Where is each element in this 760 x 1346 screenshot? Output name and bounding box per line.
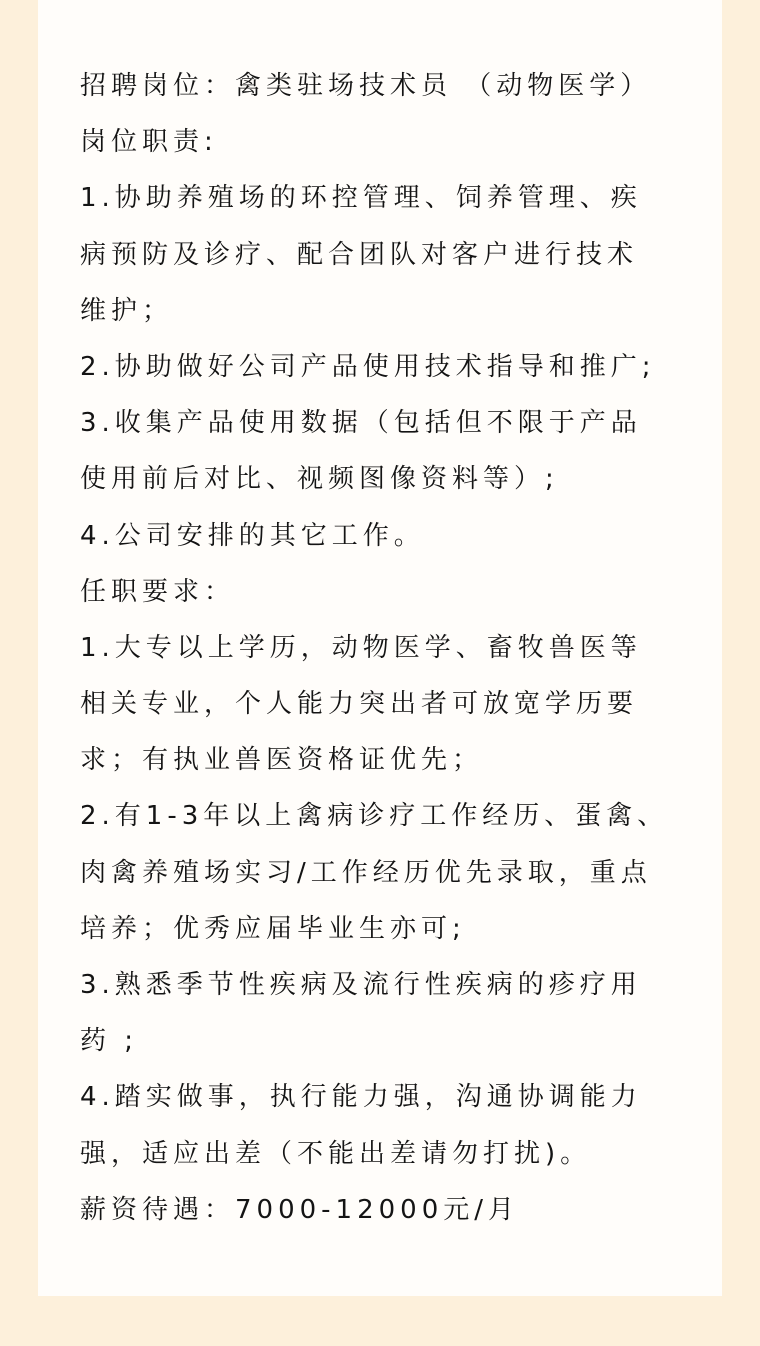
responsibility-4-line-1: 4.公司安排的其它工作。	[80, 520, 425, 551]
requirement-2-line-1: 2.有1-3年以上禽病诊疗工作经历、蛋禽、	[80, 801, 669, 832]
job-posting-text	[80, 58, 690, 1238]
responsibility-3-line-2: 使用前后对比、视频图像资料等）;	[80, 464, 559, 495]
responsibility-2-line-1: 2.协助做好公司产品使用技术指导和推广;	[80, 351, 656, 382]
responsibility-1-line-2: 病预防及诊疗、配合团队对客户进行技术	[80, 239, 639, 270]
requirement-4-line-1: 4.踏实做事，执行能力强，沟通协调能力	[80, 1082, 642, 1113]
requirement-3-line-2: 药 ;	[80, 1026, 139, 1057]
salary-line: 薪资待遇：7000-12000元/月	[80, 1194, 520, 1225]
requirement-1-line-1: 1.大专以上学历，动物医学、畜牧兽医等	[80, 632, 642, 663]
requirement-1-line-3: 求；有执业兽医资格证优先；	[80, 745, 484, 776]
requirement-2-line-3: 培养；优秀应届毕业生亦可;	[80, 913, 466, 944]
responsibility-1-line-3: 维护；	[80, 295, 174, 326]
responsibility-1-line-1: 1.协助养殖场的环控管理、饲养管理、疾	[80, 183, 642, 214]
job-title-line: 招聘岗位：禽类驻场技术员 （动物医学）	[80, 71, 652, 101]
responsibilities-heading: 岗位职责:	[80, 127, 218, 158]
requirement-4-line-2: 强，适应出差（不能出差请勿打扰)。	[80, 1138, 592, 1169]
requirement-1-line-2: 相关专业，个人能力突出者可放宽学历要	[80, 689, 639, 720]
requirement-3-line-1: 3.熟悉季节性疾病及流行性疾病的疹疗用	[80, 970, 642, 1000]
requirement-2-line-2: 肉禽养殖场实习/工作经历优先录取，重点	[80, 857, 652, 888]
responsibility-3-line-1: 3.收集产品使用数据（包括但不限于产品	[80, 408, 642, 439]
requirements-heading: 任职要求：	[80, 576, 236, 607]
